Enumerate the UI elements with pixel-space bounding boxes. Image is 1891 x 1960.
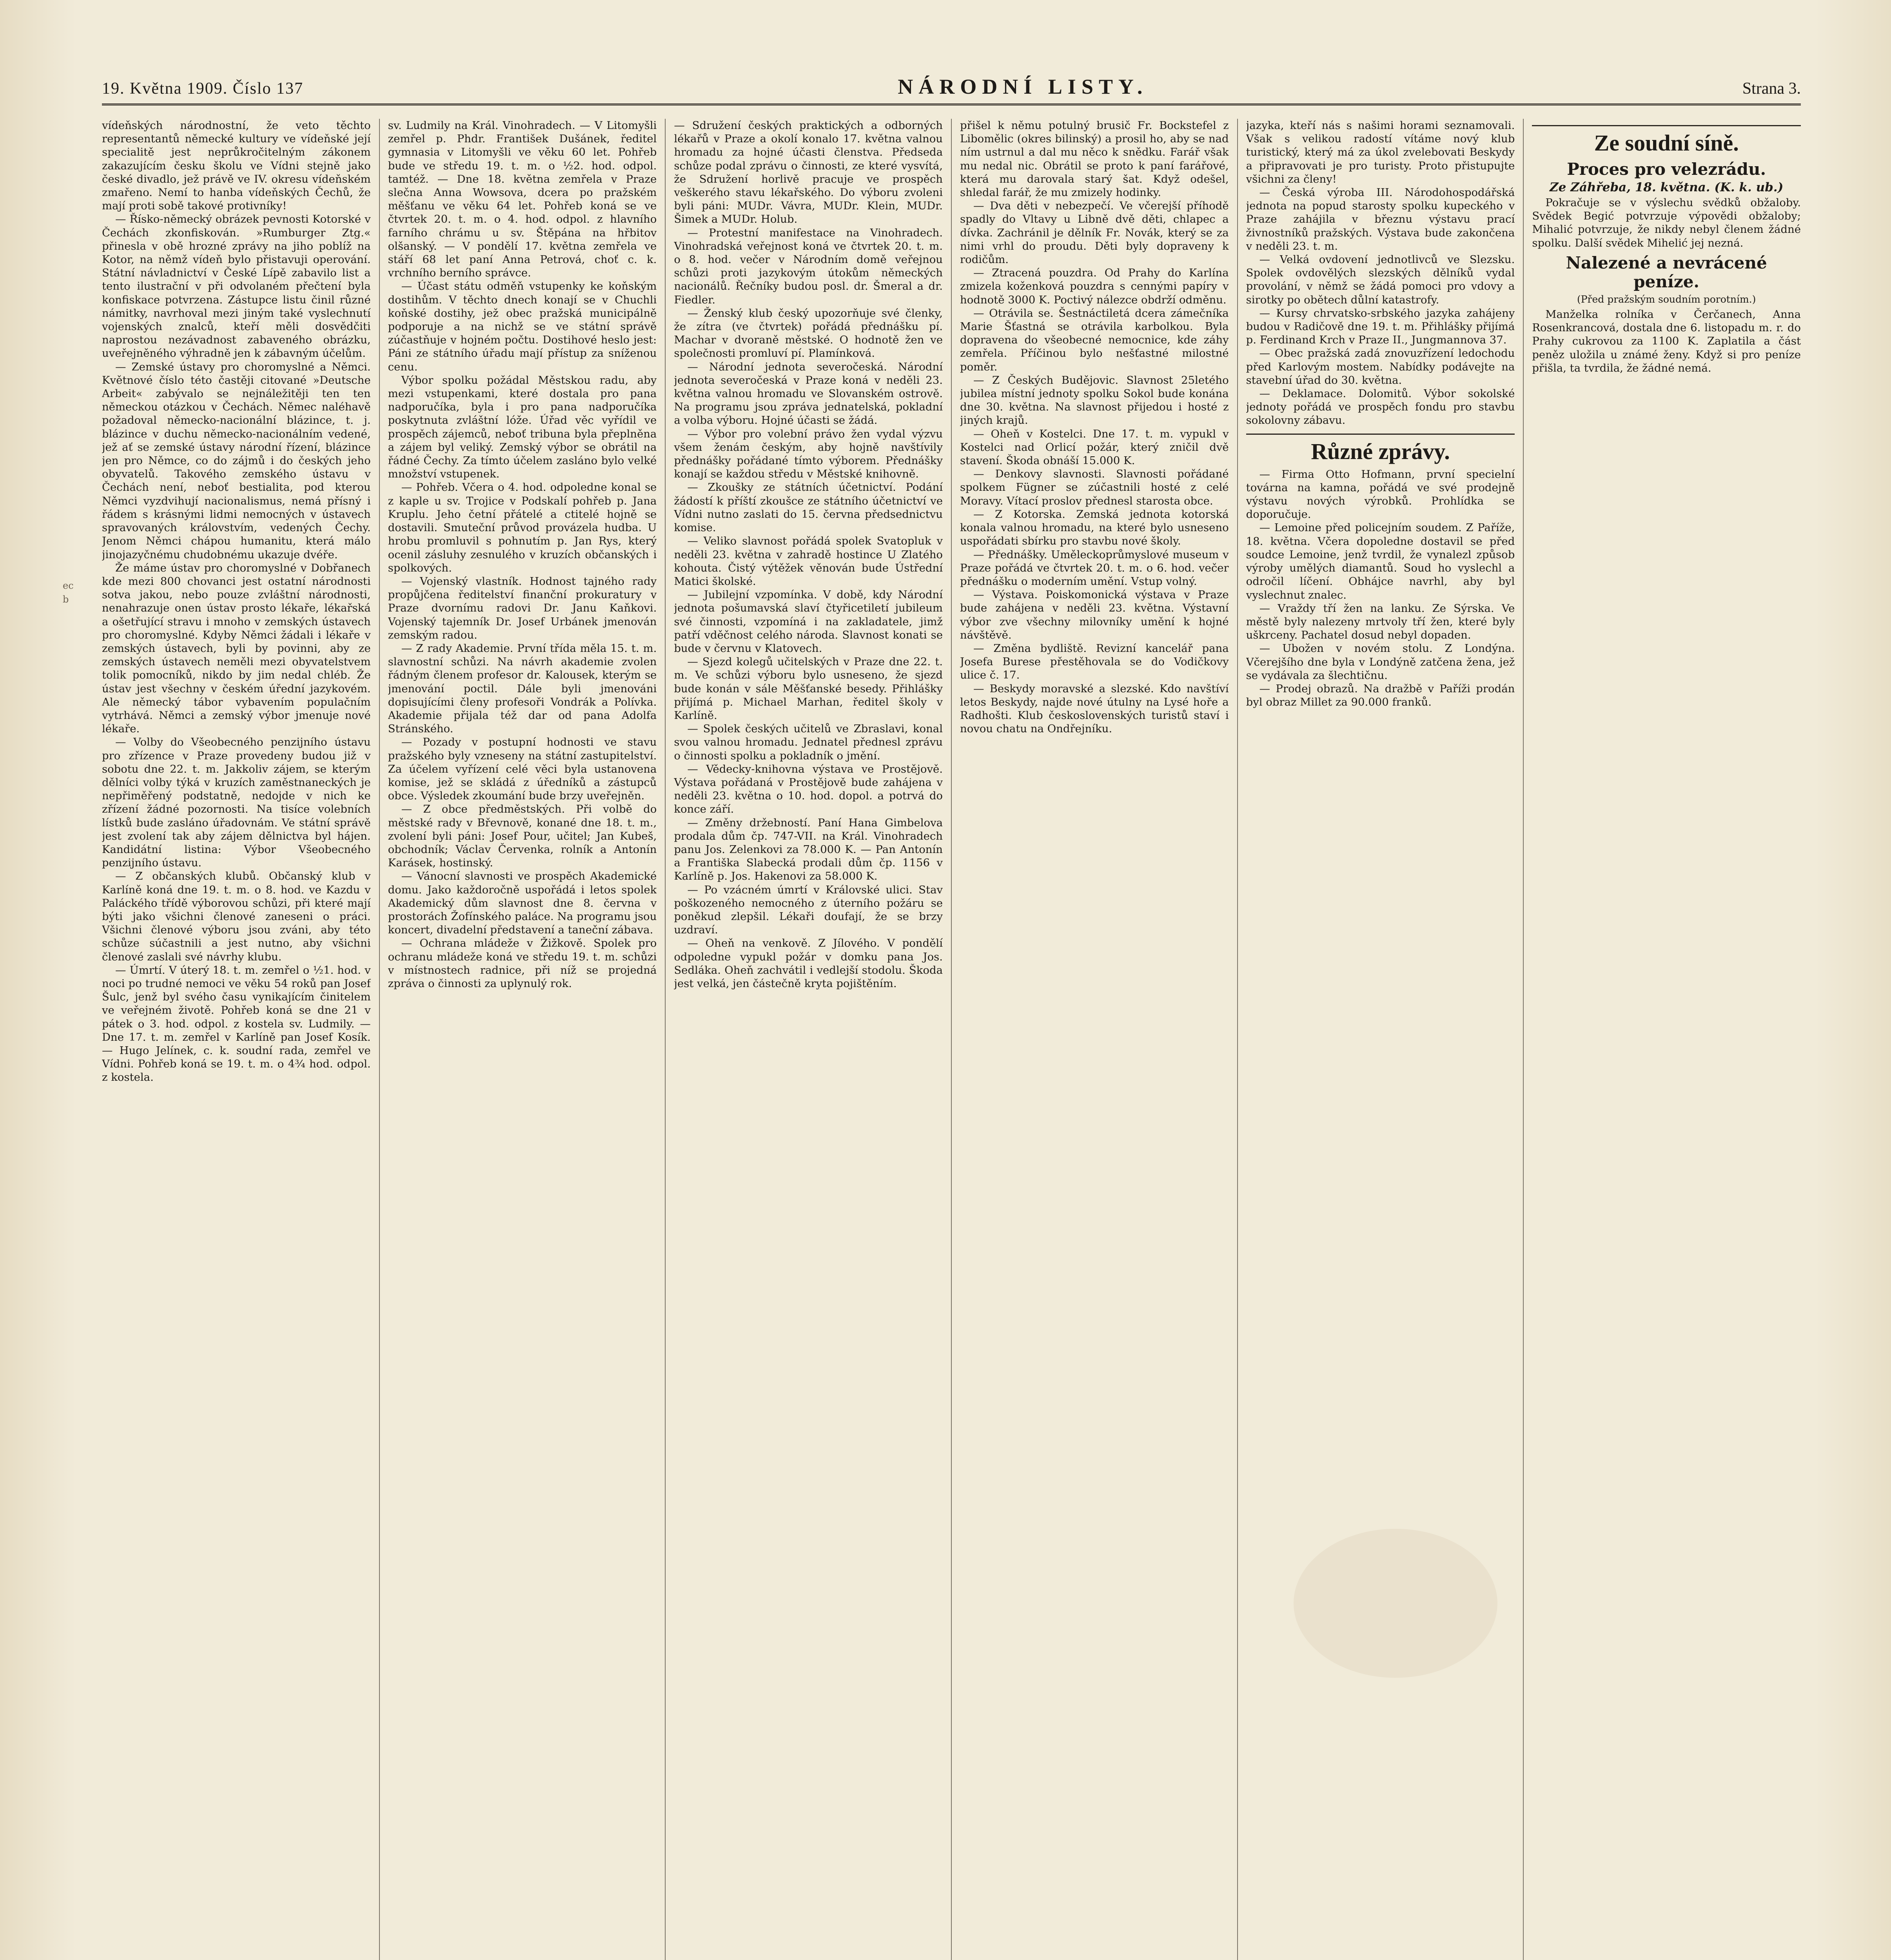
article-paragraph: jazyka, kteří nás s našimi horami seznamovali. Však s velikou radostí vítáme nový klub turistický, který má za úkol zvelebovati Beskydy a připravovati je pro turisty. Proto přistupujte všichni za členy! xyxy=(1246,119,1515,185)
article-paragraph: Výbor spolku požádal Městskou radu, aby mezi vstupenkami, které dostala pro pana nadporučíka, byla i pro pana nadporučíka poskytnuta zvláštní lóže. Úřad věc vyřídil ve prospěch zájemců, neboť tribuna byla přeplněna a zájem byl veliký. Zemský výbor se obrátil na řádné Čechy. Za tímto účelem zasláno bylo velké množství vstupenek. xyxy=(388,374,657,481)
found-money-subtitle: (Před pražským soudním porotním.) xyxy=(1577,293,1756,305)
article-paragraph: — Volby do Všeobecného penzijního ústavu pro zřízence v Praze provedeny budou již v sobotu dne 22. t. m. Jakkoliv zájem, se kterým dělníci volby týká v kruzích zaměstnaneckých je nepřiměřený podstatně, nedojde v nich ke zřízení žádné pozornosti. Na tisíce volebních lístků bude zasláno úřadovnám. Ve státní správě jest zvolení tak aby zájem dělnictva byl hájen. Kandidátní listina: Výbor Všeobecného penzijního ústavu. xyxy=(102,736,371,869)
article-paragraph: — Denkovy slavnosti. Slavnosti pořádané spolkem Fügner se zúčastnili hosté z celé Moravy. Vítací proslov přednesl starosta obce. xyxy=(960,468,1229,507)
article-paragraph: — Prodej obrazů. Na dražbě v Paříži prodán byl obraz Millet za 90.000 franků. xyxy=(1246,682,1515,709)
page-number: Strana 3. xyxy=(1742,80,1801,98)
article-paragraph: — Ochrana mládeže v Žižkově. Spolek pro ochranu mládeže koná ve středu 19. t. m. schůzi v místnostech radnice, při níž se projedná zpráva o činnosti za uplynulý rok. xyxy=(388,937,657,990)
article-columns xyxy=(102,119,1801,1960)
article-paragraph: sv. Ludmily na Král. Vinohradech. — V Litomyšli zemřel p. Phdr. František Dušánek, ředitel gymnasia v Litomyšli ve věku 60 let. Pohřeb bude ve středu 19. t. m. o ½2. hod. odpol. tamtéž. — Dne 18. května zemřela v Praze slečna Anna Wowsova, dcera po pražském měšťanu ve věku 64 let. Pohřeb koná se ve čtvrtek 20. t. m. o 4. hod. odpol. z hlavního farního chrámu u sv. Štěpána na hřbitov olšanský. — V pondělí 17. května zemřela ve stáří 68 let paní Anna Petrová, choť c. k. vrchního berního správce. xyxy=(388,119,657,279)
article-paragraph: — Změny držebností. Paní Hana Gimbelova prodala dům čp. 747-VII. na Král. Vinohradech panu Jos. Zelenkovi za 78.000 K. — Pan Antonín a Františka Slabecká prodali dům čp. 1156 v Karlíně p. Jos. Hakenovi za 58.000 K. xyxy=(674,816,943,883)
found-money-title: Nalezené a nevrácené peníze. xyxy=(1566,253,1767,291)
column-1 xyxy=(102,119,371,1960)
column-2 xyxy=(388,119,657,1960)
article-paragraph: — Jubilejní vzpomínka. V době, kdy Národní jednota pošumavská slaví čtyřicetiletí jubileum své činnosti, vzpomíná i na zakladatele, jimž patří vděčnost celého národa. Slavnost konati se bude v červnu v Klatovech. xyxy=(674,588,943,655)
article-paragraph: — Sdružení českých praktických a odborných lékařů v Praze a okolí konalo 17. května valnou hromadu za hojné účasti členstva. Předseda schůze podal zprávu o činnosti, ze které vysvítá, že Sdružení horlivě pracuje ve prospěch veškerého stavu lékařského. Do výboru zvoleni byli páni: MUDr. Vávra, MUDr. Klein, MUDr. Šimek a MUDr. Holub. xyxy=(674,119,943,226)
article-paragraph: — Vánocní slavnosti ve prospěch Akademické domu. Jako každoročně uspořádá i letos spolek Akademický dům slavnost dne 8. června v prostorách Žofínského paláce. Na programu jsou koncert, divadelní představení a taneční zábava. xyxy=(388,870,657,936)
article-paragraph: — Účast státu odměň vstupenky ke koňským dostihům. V těchto dnech konají se v Chuchli koňské dostihy, jež obec pražská municipálně podporuje a na nichž se ve státní správě zúčastňuje v hojném počtu. Dostihové heslo jest: Páni ze státního úřadu mají přístup za sníženou cenu. xyxy=(388,280,657,373)
article-paragraph: — Veliko slavnost pořádá spolek Svatopluk v neděli 23. května v zahradě hostince U Zlatého kohouta. Čistý výtěžek věnován bude Ústřední Matici školské. xyxy=(674,535,943,588)
article-paragraph: — Ubožen v novém stolu. Z Londýna. Včerejšího dne byla v Londýně zatčena žena, jež se vydávala za šlechtičnu. xyxy=(1246,642,1515,682)
section-heading-court: Ze soudní síně. xyxy=(1532,125,1801,156)
article-paragraph: — Úmrtí. V úterý 18. t. m. zemřel o ½1. hod. v noci po trudné nemoci ve věku 54 roků pan Josef Šulc, jenž byl svého času vynikajícím činitelem ve veřejném životě. Pohřeb koná se dne 21 v pátek o 3. hod. odpol. z kostela sv. Ludmily. — Dne 17. t. m. zemřel v Karlíně pan Josef Kosík. — Hugo Jelínek, c. k. soudní rada, zemřel ve Vídni. Pohřeb koná se 19. t. m. o 4¾ hod. odpol. z kostela. xyxy=(102,964,371,1084)
article-paragraph: — Ženský klub český upozorňuje své členky, že zítra (ve čtvrtek) pořádá přednášku pí. Machar v dvoraně městské. O hodnotě žen ve společnosti promluví pí. Plamínková. xyxy=(674,307,943,360)
article-paragraph: — Pozady v postupní hodnosti ve stavu pražského byly vzneseny na státní zastupitelství. Za účelem vyřízení celé věci byla ustanovena komise, jež se skládá z úředníků a zástupců obce. Výsledek zkoumání bude brzy uveřejněn. xyxy=(388,736,657,802)
column-divider xyxy=(951,119,952,1960)
issue-date: 19. Května 1909. Číslo 137 xyxy=(102,80,303,98)
article-paragraph: — Velká ovdovení jednotlivců ve Slezsku. Spolek ovdovělých slezských dělníků vydal provolání, v němž se žádá pomoci pro vdovy a sirotky po obětech důlní katastrofy. xyxy=(1246,253,1515,306)
article-paragraph: — Z Kotorska. Zemská jednota kotorská konala valnou hromadu, na které bylo usneseno uspořádati sbírku pro stavbu nové školy. xyxy=(960,508,1229,548)
article-paragraph: — Dva děti v nebezpečí. Ve včerejší příhodě spadly do Vltavy u Libně dvě děti, chlapec a dívka. Zachránil je dělník Fr. Novák, který se za nimi vrhl do proudu. Děti byly dopraveny k rodičům. xyxy=(960,200,1229,266)
article-paragraph: — Po vzácném úmrtí v Královské ulici. Stav poškozeného nemocného z úterního požáru se poněkud zlepšil. Lékaři doufají, že se brzy uzdraví. xyxy=(674,883,943,936)
column-divider xyxy=(1237,119,1238,1960)
section-heading-misc: Různé zprávy. xyxy=(1246,434,1515,465)
article-paragraph: — Česká výroba III. Národohospodářská jednota na popud starosty spolku kupeckého v Praze zahájila v březnu výstavu prací živnostníků pražských. Výstava bude zakončena v neděli 23. t. m. xyxy=(1246,186,1515,252)
article-paragraph: — Přednášky. Uměleckoprůmyslové museum v Praze pořádá ve čtvrtek 20. t. m. o 6. hod. večer přednášku o moderním umění. Vstup volný. xyxy=(960,548,1229,588)
newspaper-title: NÁRODNÍ LISTY. xyxy=(898,75,1148,98)
article-paragraph: — Oheň na venkově. Z Jílového. V pondělí odpoledne vypukl požár v domku pana Jos. Sedláka. Oheň zachvátil i vedlejší stodolu. Škoda jest velká, jen částečně kryta pojištěním. xyxy=(674,937,943,990)
article-paragraph: — Spolek českých učitelů ve Zbraslavi, konal svou valnou hromadu. Jednatel přednesl zprávu o činnosti spolku a pokladník o jmění. xyxy=(674,722,943,762)
margin-mark: b xyxy=(63,594,69,605)
article-paragraph: — Otrávila se. Šestnáctiletá dcera zámečníka Marie Šťastná se otrávila karbolkou. Byla dopravena do všeobecné nemocnice, kde záhy zemřela. Příčinou bylo nešťastné milostné poměr. xyxy=(960,307,1229,373)
trial-title: Proces pro velezrádu. xyxy=(1567,160,1766,179)
article-paragraph: — Z rady Akademie. První třída měla 15. t. m. slavnostní schůzi. Na návrh akademie zvolen řádným členem profesor dr. Kalousek, kterým se jmenování poctil. Dále byli jmenováni dopisujícími členy profesoři Vondrák a Polívka. Akademie přijala též dar od pana Adolfa Stránského. xyxy=(388,642,657,735)
article-paragraph: — Pohřeb. Včera o 4. hod. odpoledne konal se z kaple u sv. Trojice v Podskalí pohřeb p. Jana Kruplu. Jeho četní přátelé a ctitelé hojně se dostavili. Smuteční průvod provázela hudba. U hrobu promluvil s pohnutím p. Jan Rys, který ocenil zásluhy zesnulého v kruzích občanských i spolkových. xyxy=(388,481,657,574)
article-paragraph: — Deklamace. Dolomitů. Výbor sokolské jednoty pořádá ve prospěch fondu pro stavbu sokolovny zábavu. xyxy=(1246,387,1515,427)
article-paragraph: — Vojenský vlastník. Hodnost tajného rady propůjčena ředitelství finanční prokuratury v Praze dvornímu radovi Dr. Janu Kaňkovi. Vojenský tajemník Dr. Josef Urbánek jmenován zemským radou. xyxy=(388,575,657,641)
column-4 xyxy=(960,119,1229,1960)
column-6 xyxy=(1532,119,1801,1960)
column-5-news xyxy=(1246,119,1515,427)
article-paragraph: — Změna bydliště. Revizní kancelář pana Josefa Burese přestěhovala se do Vodičkovy ulice č. 17. xyxy=(960,642,1229,682)
article-paragraph: Že máme ústav pro choromyslné v Dobřanech kde mezi 800 chovanci jest ostatní národnosti sotva jakou, nebo pouze zvláštní národnosti, nenahrazuje onen ústav prosto lékaře, lékařská a ošetřující stravu i mnoho v zemských ústavech pro choromyslné. Kdyby Němci žádali i lékaře v zemských ústavech, byli by povinni, aby ze zemských ústavech neměli mezi obyvatelstvem tolik pomocníků, nikdo by jim nedal chléb. Že ústav jest všechny v českém úřední jazykovém. Ale německý tábor vybavením populačním vytrhává. Němci a zemský výbor jmenuje nové lékaře. xyxy=(102,561,371,735)
article-paragraph: — Z občanských klubů. Občanský klub v Karlíně koná dne 19. t. m. o 8. hod. ve Kazdu v Paláckého třídě výborovou schůzi, při které mají býti jako všichni členové zaneseni o práci. Všichni členové výboru jsou zváni, aby této schůze súčastnili a jest nutno, aby všichni členové zaslali své návrhy klubu. xyxy=(102,870,371,963)
article-paragraph: — Ztracená pouzdra. Od Prahy do Karlína zmizela koženková pouzdra s cennými papíry v hodnotě 3000 K. Poctivý nálezce obdrží odměnu. xyxy=(960,267,1229,306)
article-paragraph: — Vědecky-knihovna výstava ve Prostějově. Výstava pořádaná v Prostějově bude zahájena v neděli 23. května o 10. hod. dopol. a potrvá do konce září. xyxy=(674,762,943,816)
article-paragraph: — Zkoušky ze státních účetnictví. Podání žádostí k příští zkoušce ze státního účetnictví ve Vídni nutno zaslati do 15. června předsednictvu komise. xyxy=(674,481,943,534)
article-paragraph: — Výstava. Poiskomonická výstava v Praze bude zahájena v neděli 23. května. Výstavní výbor zve všechny milovníky umění k hojné návštěvě. xyxy=(960,588,1229,641)
article-paragraph: — Národní jednota severočeská. Národní jednota severočeská v Praze koná v neděli 23. května valnou hromadu ve Slovanském ostrově. Na programu jsou zpráva jednatelská, pokladní a volba výboru. Hojné účasti se žádá. xyxy=(674,360,943,427)
column-3 xyxy=(674,119,943,1960)
trial-text: Pokračuje se v výslechu svědků obžaloby. Svědek Begić potvrzuje výpovědi obžaloby; Mihalić potvrzuje, že nikdy nebyl členem žádné spolku. Další svědek Mihelić jej nezná. xyxy=(1532,196,1801,249)
article-paragraph: — Beskydy moravské a slezské. Kdo navštíví letos Beskydy, najde nové útulny na Lysé hoře a Radhošti. Klub československých turistů staví i novou chatu na Ondřejníku. xyxy=(960,682,1229,735)
column-5-misc xyxy=(1246,468,1515,709)
article-paragraph: — Zemské ústavy pro choromyslné a Němci. Květnové číslo této častěji citované »Deutsche Arbeit« zabývalo se nejnáležitěji ten ten německou otázkou v Čechách. Němec naléhavě požadoval německo-nacionální blázince, t. j. blázince v duchu německo-nacionálním vedené, jež ať se zemské ústavy národní řízení, blázince jen pro Němce, co do zájmů i do českých jeho obyvatelů. Takového zemského ústavu v Čechách není, neboť bestialita, pod kterou Němci vyzdvihují nacionalismus, nemá přísný i řádem s krásnými lidmi nemocných v ústavech spravovaných královstvím, vedených Čechy. Jenom Němci chápou humanitu, která málo jinojazyčnému chudobnému ukazuje dvéře. xyxy=(102,360,371,561)
article-paragraph: — Kursy chrvatsko-srbského jazyka zahájeny budou v Radičově dne 19. t. m. Přihlášky přijímá p. Ferdinand Krch v Praze II., Jungmannova 37. xyxy=(1246,307,1515,347)
column-divider xyxy=(665,119,666,1960)
article-paragraph: — Vraždy tří žen na lanku. Ze Sýrska. Ve městě byly nalezeny mrtvoly tří žen, které byly uškrceny. Pachatel dosud nebyl dopaden. xyxy=(1246,602,1515,642)
article-paragraph: — Oheň v Kostelci. Dne 17. t. m. vypukl v Kostelci nad Orlicí požár, který zničil dvě stavení. Škoda obnáší 15.000 K. xyxy=(960,427,1229,467)
trial-dateline: Ze Záhřeba, 18. května. (K. k. ub.) xyxy=(1550,180,1784,194)
article-paragraph: — Výbor pro volební právo žen vydal výzvu všem ženám českým, aby hojně navštívily přednášky pořádané tímto výborem. Přednášky konají se každou středu v Městské knihovně. xyxy=(674,427,943,481)
article-paragraph: přišel k němu potulný brusič Fr. Bockstefel z Libomělic (okres bilinský) a prosil ho, aby se nad ním ustrnul a dal mu něco k snědku. Farář však mu nedal nic. Obrátil se proto k paní farářové, která mu darovala starý šat. Když odešel, shledal farář, že mu zmizely hodinky. xyxy=(960,119,1229,199)
article-paragraph: — Firma Otto Hofmann, první specielní továrna na kamna, pořádá ve své prodejně výstavu nových výrobků. Prohlídka se doporučuje. xyxy=(1246,468,1515,521)
article-paragraph: — Lemoine před policejním soudem. Z Paříže, 18. května. Včera dopoledne dostavil se před soudce Lemoine, jenž tvrdil, že vynalezl způsob výroby umělých diamantů. Soud ho vyslechl a odročil líčení. Obhájce navrhl, aby byl vyslechnut znalec. xyxy=(1246,521,1515,601)
article-paragraph: — Obec pražská zadá znovuzřízení ledochodu před Karlovým mostem. Nabídky podávejte na stavební úřad do 30. května. xyxy=(1246,347,1515,387)
article-paragraph: vídeňských národnostní, že veto těchto representantů německé kultury ve vídeňské její specialitě jest neprůkročitelným zákonem zakazujícím česku školu ve Vídni stejně jako české divadlo, jež právě ve IV. okresu vídeňském zmařeno. Nemí to hanba vídeňských Čechů, že mají proti sobě takové protivníky! xyxy=(102,119,371,212)
article-paragraph: — Sjezd kolegů učitelských v Praze dne 22. t. m. Ve schůzi výboru bylo usneseno, že sjezd bude konán v sále Měšťanské besedy. Přihlášky přijímá p. Michael Marhan, ředitel školy v Karlíně. xyxy=(674,655,943,722)
paper-stain xyxy=(1294,1529,1497,1678)
column-divider xyxy=(379,119,380,1960)
column-divider xyxy=(1523,119,1524,1960)
article-paragraph: — Řísko-německý obrázek pevnosti Kotorské v Čechách zkonfiskován. »Rumburger Ztg.« přinesla v obě hrozné zprávy na jiho poblíž na Kotor, na němž vídeň bylo přistavuji operování. Státní návladnictví v České Lípě zabavilo list a tento ilustrační v při odvolaném přečtení byla konfiskace potvrzena. Zástupce listu činil různé námitky, navrhoval mezi jiným také vyslechnutí vojenských znalců, kteří měli dosvědčiti naprostou nezávadnost zabaveného obrázku, uveřejněného výhradně jen k zábavným účelům. xyxy=(102,213,371,360)
found-money-text: Manželka rolníka v Čerčanech, Anna Rosenkrancová, dostala dne 6. listopadu m. r. do Prahy cukrovou za 1100 K. Zaplatila a část peněz uložila u známé ženy. Když si pro peníze přišla, ta tvrdila, že žádné nemá. xyxy=(1532,308,1801,374)
margin-mark: ec xyxy=(63,580,74,591)
article-paragraph: — Protestní manifestace na Vinohradech. Vinohradská veřejnost koná ve čtvrtek 20. t. m. o 8. hod. večer v Národním domě veřejnou schůzi proti jazykovým útokům německých nacionálů. Řečníky budou posl. dr. Šmeral a dr. Fiedler. xyxy=(674,226,943,306)
column-5 xyxy=(1246,119,1515,1960)
article-paragraph: — Z Českých Budějovic. Slavnost 25letého jubilea místní jednoty spolku Sokol bude konána dne 30. května. Na slavnost přijedou i hosté z jiných krajů. xyxy=(960,374,1229,427)
article-paragraph: — Z obce předměstských. Při volbě do městské rady v Břevnově, konané dne 18. t. m., zvolení byli páni: Josef Pour, učitel; Jan Kubeš, obchodník; Václav Červenka, rolník a Antonín Karásek, hostinský. xyxy=(388,803,657,869)
masthead xyxy=(102,74,1801,105)
